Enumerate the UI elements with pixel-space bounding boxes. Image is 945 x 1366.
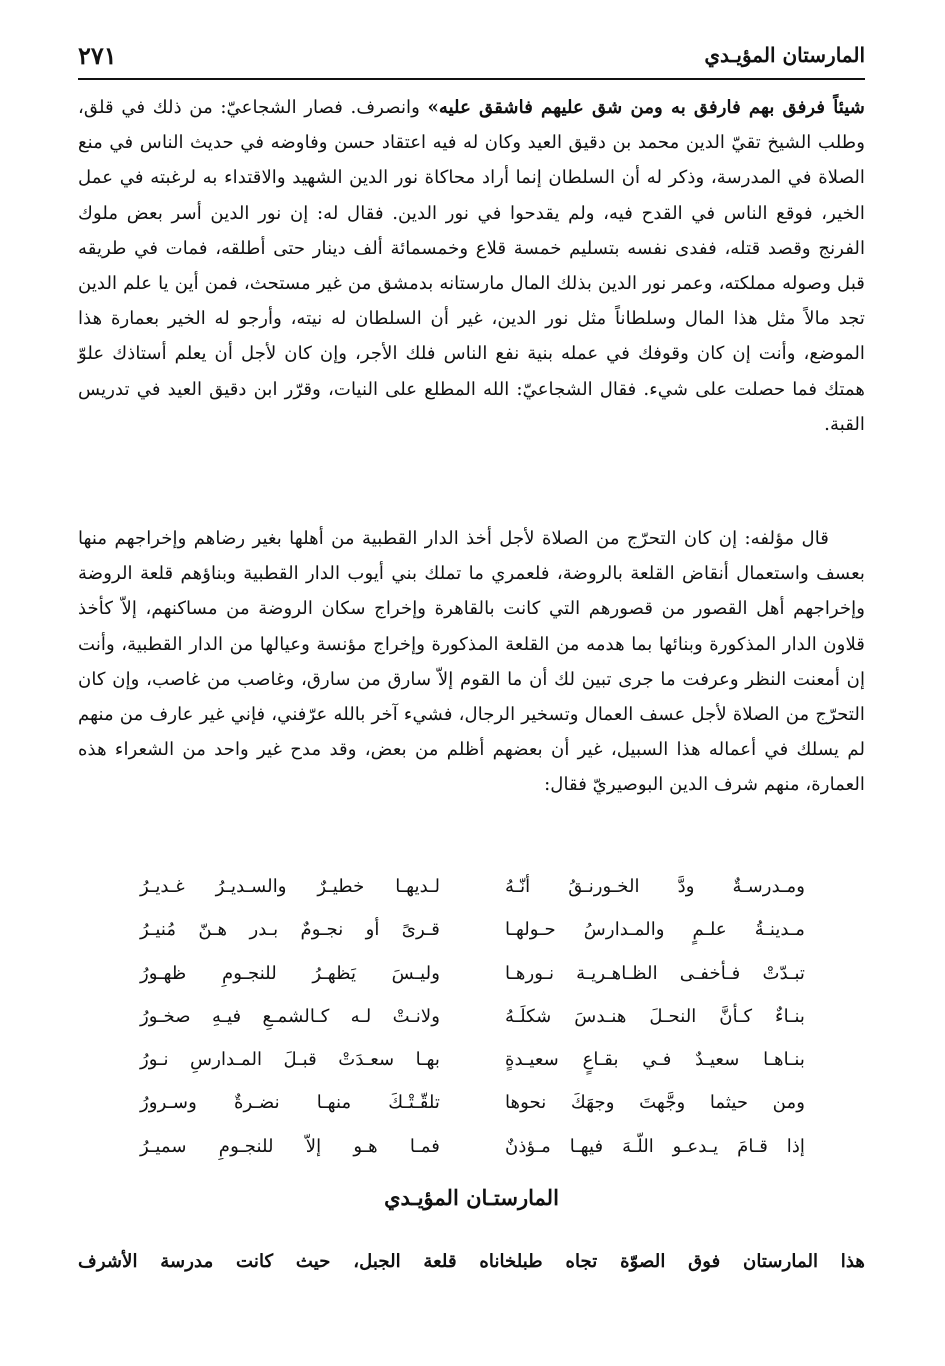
verse-second-hemistich: وليـسَ يَظهـرُ للنجـومِ ظهـورُ bbox=[140, 962, 440, 984]
verse-second-hemistich: فمـا هـو إلاّ للنجـومِ سميـرُ bbox=[140, 1135, 440, 1157]
poem-verse bbox=[140, 915, 805, 958]
header-divider bbox=[78, 78, 865, 80]
verse-first-hemistich: بنـاءٌ كـأنَّ النحـلَ هنـدسَ شكلَـهُ bbox=[505, 1005, 805, 1027]
verse-second-hemistich: بهـا سعـدَتْ قبـلَ المـدارسِ نـورُ bbox=[140, 1049, 440, 1071]
verse-second-hemistich: ولانـتْ لـه كـالشمـعِ فيـهِ صخـورُ bbox=[140, 1005, 440, 1027]
page-header bbox=[78, 38, 865, 72]
paragraph-1-text: وانصرف. فصار الشجاعيّ: من ذلك في قلق، وطلب الشيخ تقيّ الدين محمد بن دقيق العيد وكان له فيه اعتقاد حسن وفاوضه في حديث الناس في منع الصلاة في المدرسة، وذكر له أن السلطان إنما أراد محاكاة نور الدين الشهيد والاقتداء به لرغبته في عمل الخير، فوقع الناس في القدح فيه، ولم يقدحوا في نور الدين. فقال له: إن نور الدين أسر بعض ملوك الفرنج وقصد قتله، ففدى نفسه بتسليم خمسة قلاع وخمسمائة ألف دينار حتى أطلقه، فمات في طريقه قبل وصوله مملكته، وعمر نور الدين بذلك المال مارستانه بدمشق من غير مستحث، فمن أين يا علم الدين تجد مالاً مثل هذا المال وسلطاناً مثل نور الدين، غير أن السلطان له نيته، وأرجو له الخير بعمارة هذا الموضع، وأنت إن كان وقوفك في عمله بنية نفع الناس فلك الأجر، وإن كان لأجل أن يعلم أستاذك علوّ همتك فما حصلت على شيء. فقال الشجاعيّ: الله المطلع على النيات، وقرّر ابن دقيق العيد في تدريس القبة. bbox=[78, 97, 865, 435]
poem bbox=[140, 872, 805, 1175]
quoted-hadith: شيئاً فرفق بهم فارفق به ومن شق عليهم فاشقق عليه» bbox=[427, 97, 865, 118]
paragraph-1 bbox=[78, 90, 865, 442]
paragraph-2 bbox=[78, 521, 865, 803]
poem-verse bbox=[140, 959, 805, 1002]
verse-first-hemistich: إذا قـامَ يـدعـو اللّـهَ فيهـا مـؤذنٌ bbox=[505, 1135, 805, 1157]
verse-first-hemistich: بنـاهـا سعيـدٌ فـي بقـاعٍ سعيـدةٍ bbox=[505, 1049, 805, 1071]
verse-first-hemistich: ومن حيثما وجَّهتَ وجهَكَ نحوها bbox=[505, 1092, 805, 1114]
verse-second-hemistich: تلقّـتْـكَ منهـا نضـرةٌ وسـرورُ bbox=[140, 1092, 440, 1114]
poem-verse bbox=[140, 1088, 805, 1131]
paragraph-2-text: قال مؤلفه: إن كان التحرّج من الصلاة لأجل أخذ الدار القطبية من أهلها بغير رضاهم وإخراجهم منها بعسف واستعمال أنقاض القلعة بالروضة، فلعمري ما تملك بني أيوب الدار القطبية وبناؤهم قلعة الروضة وإخراجهم أهل القصور من قصورهم التي كانت بالقاهرة وإخراج سكان الروضة من مساكنهم، إلاّ كأخذ قلاون الدار المذكورة وبنائها بما هدمه من القلعة المذكورة وإخراج مؤنسة وعيالها من الدار القطبية، وأنت إن أمعنت النظر وعرفت ما جرى تبين لك أن ما القوم إلاّ سارق من سارق، وغاصب من غاصب، وإن كان التحرّج من الصلاة لأجل عسف العمال وتسخير الرجال، فشيء آخر بالله عرّفني، فإني غير عارف من منهم لم يسلك في أعماله هذا السبيل، غير أن بعضهم أظلم من بعض، وقد مدح غير واحد من الشعراء هذه العمارة، منهم شرف الدين البوصيريّ فقال: bbox=[78, 528, 865, 796]
poem-verse bbox=[140, 1132, 805, 1175]
verse-second-hemistich: لـديهـا خطيـرٌ والسـديـرُ غـديـرُ bbox=[140, 876, 440, 897]
verse-first-hemistich: مـدينـةُ علـمٍ والمـدارسُ حـولهـا bbox=[505, 919, 805, 941]
poem-verse bbox=[140, 1045, 805, 1088]
section-title: المارستـان المؤيـدي bbox=[384, 1185, 559, 1210]
verse-first-hemistich: تبـدّتْ فـأخفـى الظـاهـريـة نـورهـا bbox=[505, 962, 805, 984]
verse-second-hemistich: قـرىً أو نجـومٌ بـدر هـنّ مُنيـرُ bbox=[140, 919, 440, 941]
poem-verse bbox=[140, 1002, 805, 1045]
verse-first-hemistich: ومـدرسـةٌ ودَّ الخـورنـقُ أنّـهُ bbox=[505, 876, 805, 897]
page-number: ٢٧١ bbox=[78, 40, 117, 70]
poem-verse bbox=[140, 872, 805, 915]
paragraph-3: هذا المارستان فوق الصوّة تجاه طبلخاناه قلعة الجبل، حيث كانت مدرسة الأشرف bbox=[78, 1251, 865, 1272]
running-title: المارستان المؤيـدي bbox=[704, 43, 865, 67]
